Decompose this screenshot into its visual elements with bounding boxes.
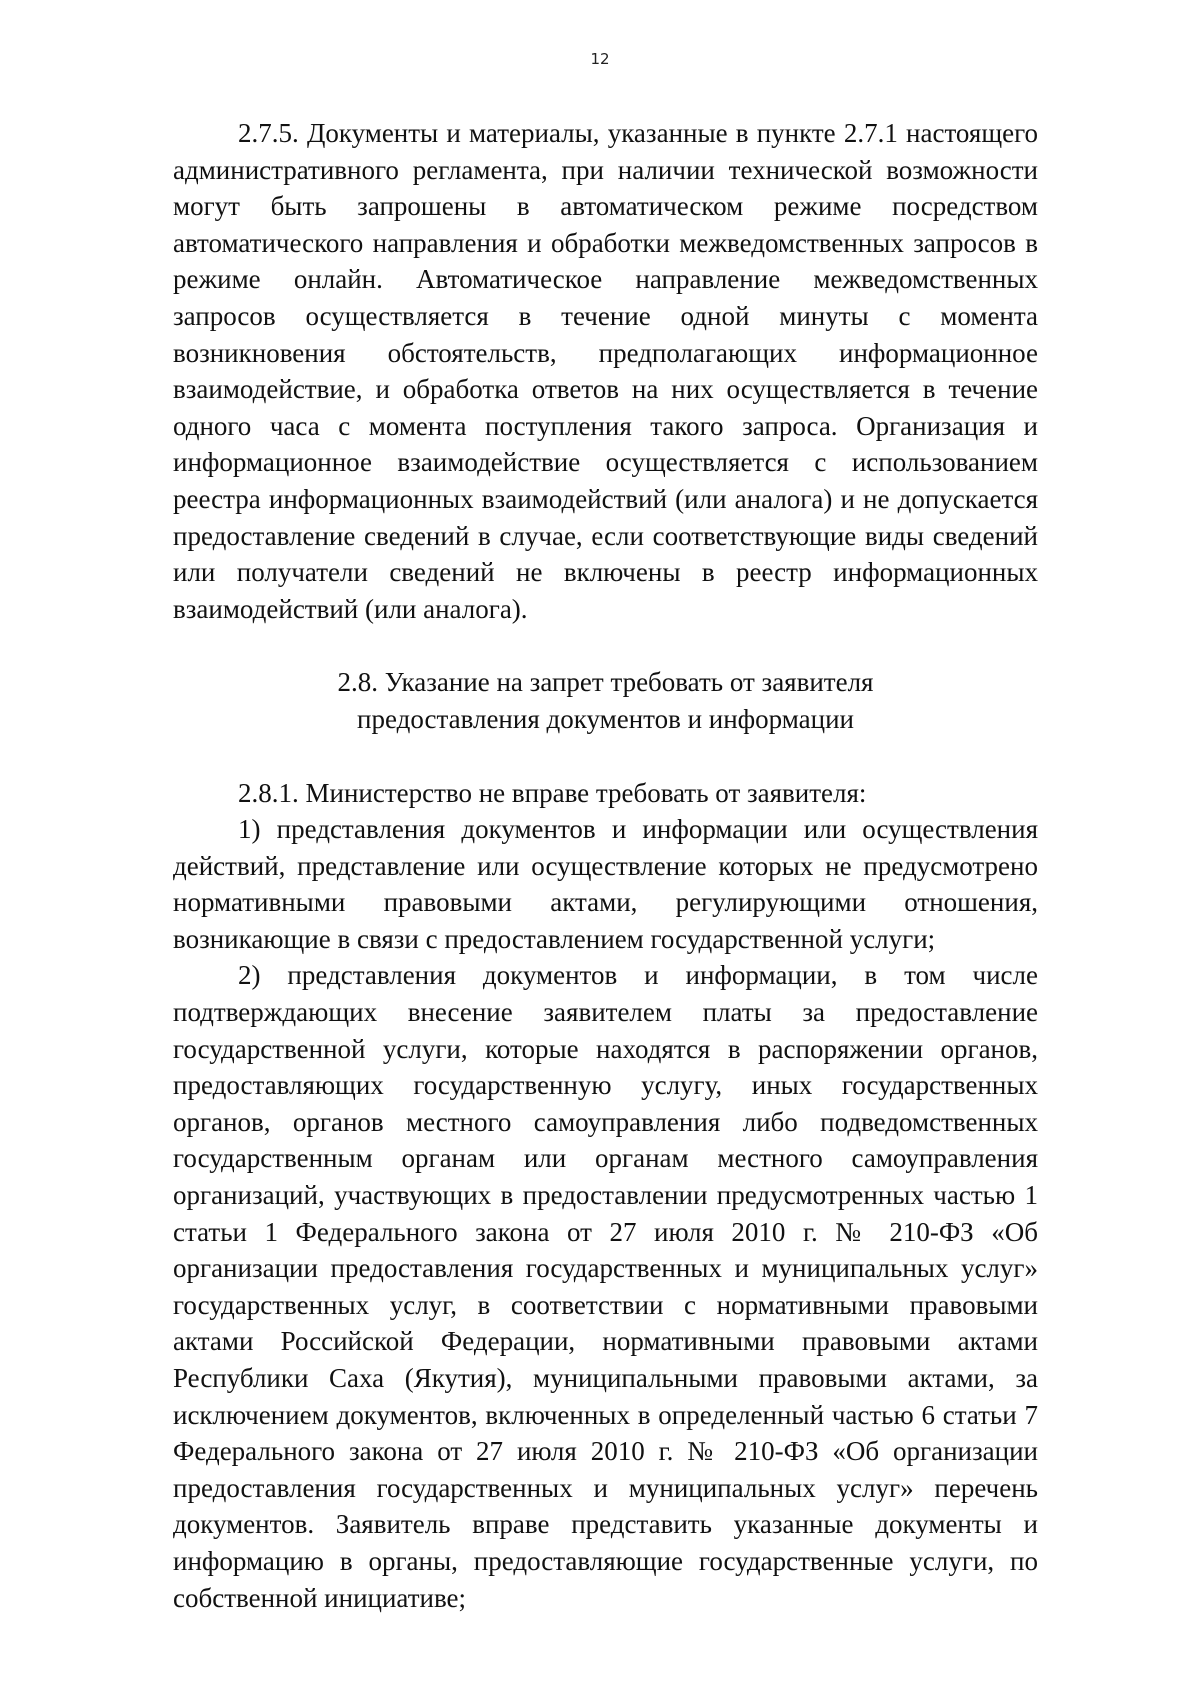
document-body [173, 115, 1038, 1616]
page-number: 12 [590, 50, 610, 68]
list-item-1: 1) представления документов и информации или осуществления действий, представление или осуществление которых не предусмотрено нормативными правовыми актами, регулирующими отношения, возникающие в связи с предоставлением государственной услуги; [173, 814, 1038, 954]
section-heading-line-1: 2.8. Указание на запрет требовать от заявителя [337, 667, 874, 698]
paragraph-2-8-1: 2.8.1. Министерство не вправе требовать от заявителя: [238, 777, 867, 808]
section-heading-2-8 [173, 664, 1038, 737]
section-heading-line-2: предоставления документов и информации [357, 703, 854, 734]
paragraph-2-7-5: 2.7.5. Документы и материалы, указанные в пункте 2.7.1 настоящего административного регламента, при наличии технической возможности могут быть запрошены в автоматическом режиме посредством автоматического направления и обработки межведомственных запросов в режиме онлайн. Автоматическое направление межведомственных запросов осуществляется в течение одной минуты с момента возникновения обстоятельств, предполагающих информационное взаимодействие, и обработка ответов на них осуществляется в течение одного часа с момента поступления такого запроса. Организация и информационное взаимодействие осуществляется с использованием реестра информационных взаимодействий (или аналога) и не допускается предоставление сведений в случае, если соответствующие виды сведений или получатели сведений не включены в реестр информационных взаимодействий (или аналога). [173, 118, 1038, 624]
list-item-2: 2) представления документов и информации, в том числе подтверждающих внесение заявителем платы за предоставление государственной услуги, которые находятся в распоряжении органов, предоставляющих государственную услугу, иных государственных органов, органов местного самоуправления либо подведомственных государственным органам или органам местного самоуправления организаций, участвующих в предоставлении предусмотренных частью 1 статьи 1 Федерального закона от 27 июля 2010 г. № 210-ФЗ «Об организации предоставления государственных и муниципальных услуг» государственных услуг, в соответствии с нормативными правовыми актами Российской Федерации, нормативными правовыми актами Республики Саха (Якутия), муниципальными правовыми актами, за исключением документов, включенных в определенный частью 6 статьи 7 Федерального закона от 27 июля 2010 г. № 210-ФЗ «Об организации предоставления государственных и муниципальных услуг» перечень документов. Заявитель вправе представить указанные документы и информацию в органы, предоставляющие государственные услуги, по собственной инициативе; [173, 960, 1038, 1613]
